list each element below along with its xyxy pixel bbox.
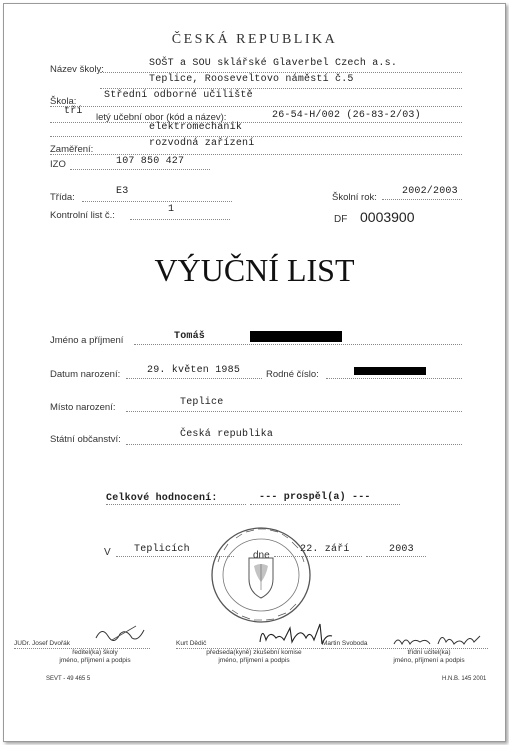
place-prefix: V <box>104 547 111 558</box>
divider <box>126 444 462 445</box>
date-prefix: dne <box>253 550 270 561</box>
school-name-line2: Teplice, Rooseveltovo náměstí č.5 <box>149 74 354 85</box>
izo-label: IZO <box>50 159 66 170</box>
study-years-value: tří <box>64 106 83 117</box>
divider <box>326 378 462 379</box>
divider <box>134 344 462 345</box>
control-list-value: 1 <box>168 204 175 215</box>
divider <box>50 106 462 107</box>
full-name-label: Jméno a příjmení <box>50 335 124 346</box>
school-year-value: 2002/2003 <box>402 186 458 197</box>
divider <box>366 556 426 557</box>
divider <box>126 411 462 412</box>
footer-print-code: H.N.B. 145 2001 <box>442 676 487 682</box>
chair-name: Kurt Dědič <box>176 640 207 647</box>
redaction-bar <box>354 367 426 375</box>
teacher-caption: jméno, příjmení a podpis <box>393 657 465 664</box>
birth-place-label: Místo narození: <box>50 402 116 413</box>
class-label: Třída: <box>50 192 75 203</box>
citizenship-value: Česká republika <box>180 429 274 440</box>
divider <box>106 504 246 505</box>
divider <box>130 219 230 220</box>
citizenship-label: Státní občanství: <box>50 434 121 445</box>
school-type-value: Střední odborné učiliště <box>104 90 253 101</box>
first-name-value: Tomáš <box>174 331 206 342</box>
divider <box>126 378 262 379</box>
birth-date-value: 29. květen 1985 <box>147 365 241 376</box>
school-name-label: Název školy: <box>50 64 104 75</box>
school-name-line1: SOŠT a SOU sklářské Glaverbel Czech a.s. <box>149 58 398 69</box>
signing-year: 2003 <box>389 544 414 555</box>
signing-date: 22. září <box>300 544 350 555</box>
teacher-signature <box>390 628 486 650</box>
signing-city: Teplicích <box>134 544 190 555</box>
divider <box>50 154 462 155</box>
chair-role: předseda(kyně) zkušební komise <box>206 649 302 656</box>
divider <box>100 72 462 73</box>
divider <box>382 199 462 200</box>
director-caption: jméno, příjmení a podpis <box>59 657 131 664</box>
chair-caption: jméno, příjmení a podpis <box>218 657 290 664</box>
izo-value: 107 850 427 <box>116 156 185 167</box>
focus-value: rozvodná zařízení <box>149 138 255 149</box>
evaluation-label: Celkové hodnocení: <box>106 493 218 504</box>
divider <box>250 504 400 505</box>
class-value: E3 <box>116 186 129 197</box>
birth-place-value: Teplice <box>180 397 224 408</box>
teacher-role: třídní učitel(ka) <box>407 649 451 656</box>
evaluation-value: --- prospěl(a) --- <box>259 492 371 503</box>
study-field-name: elektromechanik <box>149 122 243 133</box>
control-list-label: Kontrolní list č.: <box>50 210 115 221</box>
school-year-label: Školní rok: <box>332 192 377 203</box>
footer-form-code: SEVT - 49 465 5 <box>46 676 91 682</box>
school-type-label: Škola: <box>50 96 77 107</box>
redaction-bar <box>250 331 342 342</box>
director-role: ředitel(ka) školy <box>72 649 118 656</box>
director-signature <box>92 622 152 646</box>
divider <box>50 136 462 137</box>
df-label: DF <box>334 214 348 225</box>
divider <box>50 122 462 123</box>
country-header: ČESKÁ REPUBLIKA <box>171 32 338 47</box>
df-number: 0003900 <box>360 209 415 225</box>
divider <box>82 201 232 202</box>
document-title: VÝUČNÍ LIST <box>154 252 355 288</box>
director-name: JUDr. Josef Dvořák <box>14 640 70 647</box>
study-field-code: 26-54-H/002 (26-83-2/03) <box>272 110 421 121</box>
divider <box>70 169 210 170</box>
divider <box>100 88 462 89</box>
school-stamp <box>208 524 314 626</box>
teacher-name: Martin Svoboda <box>322 640 368 647</box>
focus-label: Zaměření: <box>50 144 94 155</box>
birth-date-label: Datum narození: <box>50 369 121 380</box>
certificate-page <box>3 3 506 742</box>
birth-number-label: Rodné číslo: <box>266 369 319 380</box>
study-field-label: letý učební obor (kód a název): <box>96 112 227 123</box>
